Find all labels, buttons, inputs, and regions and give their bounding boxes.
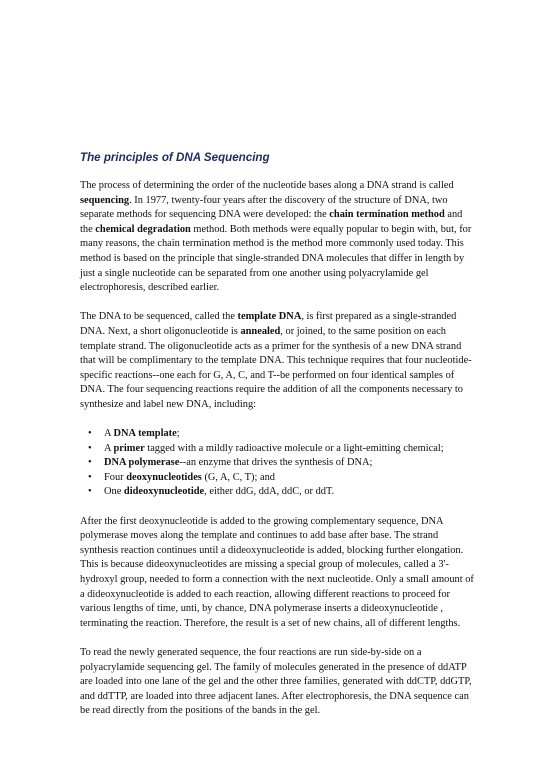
term-chemical-degradation: chemical degradation [95,223,191,235]
term-annealed: annealed [240,325,281,337]
term-template-dna: template DNA [237,311,302,323]
list-term: dideoxynucleotide [123,486,205,498]
list-item [104,471,476,486]
list-item [104,456,476,471]
paragraph-intro [80,179,476,296]
text-run: , either ddG, ddA, ddC, or ddT. [204,486,335,498]
list-item [104,485,476,500]
list-item [104,442,476,457]
text-run: , is first prepared as a single-stranded DNA. Next, a short oligonucleotide is [80,311,457,337]
text-run: ; [176,428,180,440]
list-term: DNA template [113,428,177,440]
list-item [104,427,476,442]
text-run: (G, A, C, T); and [201,471,275,483]
paragraph-reading-gel: To read the newly generated sequence, the four reactions are run side-by-side on a polyacrylamide sequencing gel. The family of molecules generated in the presence of ddATP are loaded into one lane of the gel and the other three families, generated with ddCTP, ddGTP, and ddTTP, are loaded into three adjacent lanes. After electrophoresis, the DNA sequence can be read directly from the positions of the bands in the gel. [80,647,472,717]
text-run: and the [80,209,463,235]
text-run: A [104,442,114,454]
text-run: Four [104,471,127,483]
paragraph-template [80,310,476,412]
term-chain-termination: chain termination method [329,209,445,221]
list-term: deoxynucleotides [126,471,202,483]
list-term: primer [113,442,145,454]
document-body [80,150,476,734]
text-run: . In 1977, twenty-four years after the discovery of the structure of DNA, two separate methods for sequencing DNA were developed: the [80,194,448,221]
list-term: DNA polymerase [104,457,180,469]
document-title: The principles of DNA Sequencing [80,151,270,164]
text-run: A [104,428,114,440]
text-run: method. Both methods were equally popular to begin with, but, for many reasons, the chain termination method is the method more commonly used today. This method is based on the principle that single-stranded DNA molecules that differ in length by just a single nucleotide can be separated from one another using polyacrylamide gel electrophoresis, described earlier. [80,223,472,294]
text-run: The DNA to be sequenced, called the [80,311,238,323]
text-run: , or joined, to the same position on each template strand. The oligonucleotide acts as a primer for the synthesis of a new DNA strand that will be complimentary to the template DNA. This technique requires that four nucleotide-specific reactions--one each for G, A, C, and T--be performed on four identical samples of DNA. The four sequencing reactions require the addition of all the components necessary to synthesize and label new DNA, including: [80,325,472,410]
text-run: tagged with a mildly radioactive molecule or a light-emitting chemical; [144,442,444,454]
paragraph-elongation: After the first deoxynucleotide is added to the growing complementary sequence, DNA polymerase moves along the template and continues to add base after base. The strand synthesis reaction continues until a dideoxynucleotide is added, blocking further elongation. This is because dideoxynucleotides are missing a special group of molecules, called a 3'-hydroxyl group, needed to form a connection with the next nucleotide. Only a small amount of a dideoxynucleotide is added to each reaction, allowing different reactions to proceed for various lengths of time, unti, by chance, DNA polymerase inserts a dideoxynucleotide , terminating the reaction. Therefore, the result is a set of new chains, all of different lengths. [80,515,474,629]
text-run: --an enzyme that drives the synthesis of DNA; [179,457,373,469]
text-run: The process of determining the order of the nucleotide bases along a DNA strand is called [80,180,454,191]
term-sequencing: sequencing [80,194,130,206]
components-list [80,427,476,500]
text-run: One [104,486,124,498]
